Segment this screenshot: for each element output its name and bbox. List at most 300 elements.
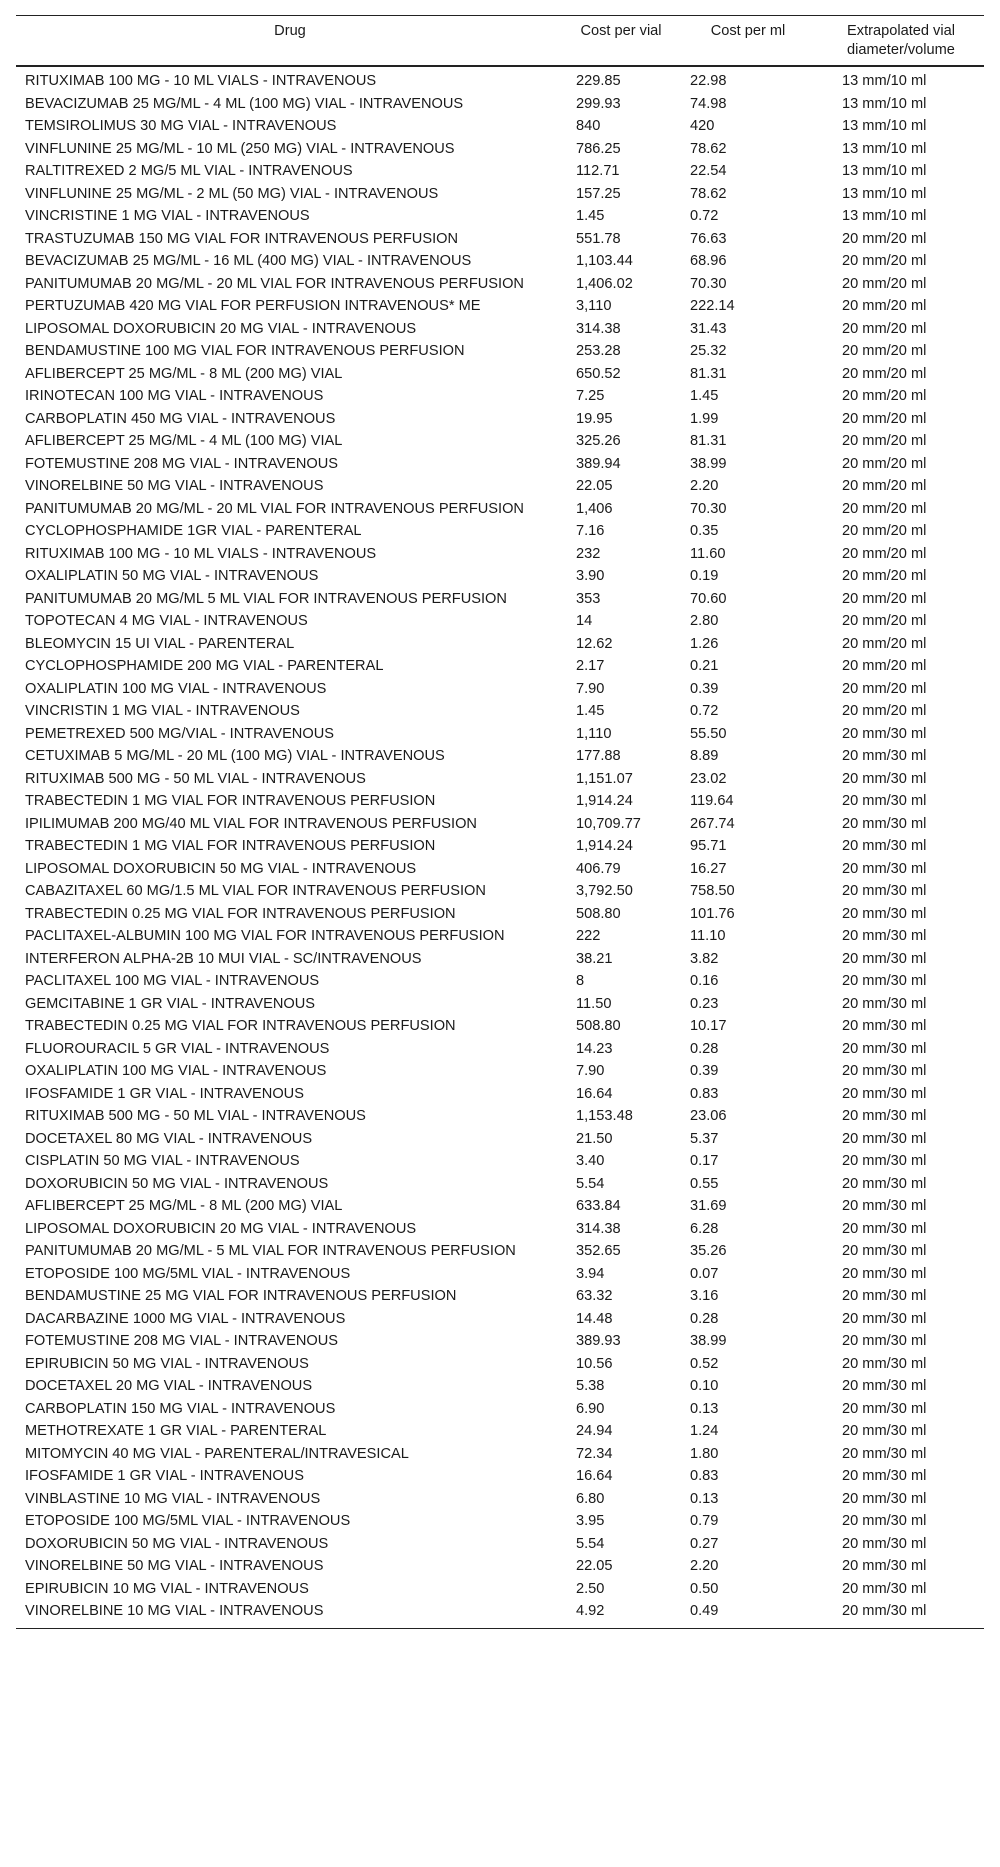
cell-vial-size: 20 mm/20 ml (842, 680, 927, 697)
cell-vial-size: 20 mm/30 ml (842, 1198, 927, 1214)
cell-drug: PANITUMUMAB 20 MG/ML 5 ML VIAL FOR INTRAVENOUS PERFUSION (25, 590, 507, 607)
cell-vial-size: 20 mm/20 ml (842, 253, 927, 269)
cell-cost-per-ml: 2.80 (690, 613, 719, 629)
cell-drug: PACLITAXEL-ALBUMIN 100 MG VIAL FOR INTRAVENOUS PERFUSION (25, 928, 505, 944)
cell-vial-size: 20 mm/30 ml (842, 725, 927, 742)
cell-cost-per-vial: 5.54 (576, 1535, 605, 1552)
cell-cost-per-ml: 76.63 (690, 230, 727, 247)
table-row (16, 385, 984, 408)
cell-vial-size: 20 mm/20 ml (842, 568, 927, 584)
table-row (16, 1375, 984, 1398)
cell-cost-per-vial: 1,153.48 (576, 1108, 633, 1124)
cell-vial-size: 20 mm/30 ml (842, 860, 927, 877)
table-row (16, 993, 984, 1016)
cell-cost-per-ml: 68.96 (690, 253, 727, 269)
cell-cost-per-ml: 31.43 (690, 320, 727, 337)
cell-cost-per-ml: 23.06 (690, 1108, 727, 1124)
cell-cost-per-ml: 0.21 (690, 658, 719, 674)
cell-cost-per-vial: 5.38 (576, 1378, 605, 1394)
table-row (16, 1105, 984, 1128)
table-row (16, 1510, 984, 1533)
cell-vial-size: 20 mm/20 ml (842, 635, 927, 652)
table-row (16, 1128, 984, 1151)
cell-drug: RITUXIMAB 100 MG - 10 ML VIALS - INTRAVENOUS (25, 545, 377, 562)
cell-vial-size: 20 mm/30 ml (842, 1310, 927, 1327)
cell-cost-per-vial: 12.62 (576, 635, 613, 652)
cell-drug: CYCLOPHOSPHAMIDE 1GR VIAL - PARENTERAL (25, 523, 362, 539)
cell-drug: ETOPOSIDE 100 MG/5ML VIAL - INTRAVENOUS (25, 1265, 351, 1282)
table-row (16, 1600, 984, 1628)
cell-cost-per-ml: 0.83 (690, 1468, 719, 1484)
cell-drug: BEVACIZUMAB 25 MG/ML - 16 ML (400 MG) VIAL - INTRAVENOUS (25, 253, 472, 269)
cell-drug: CARBOPLATIN 150 MG VIAL - INTRAVENOUS (25, 1400, 336, 1417)
cell-drug: TRABECTEDIN 1 MG VIAL FOR INTRAVENOUS PERFUSION (25, 793, 436, 809)
cell-cost-per-ml: 0.83 (690, 1085, 719, 1102)
cell-vial-size: 20 mm/20 ml (842, 230, 927, 247)
cell-vial-size: 20 mm/30 ml (842, 1040, 927, 1057)
cell-drug: DOCETAXEL 80 MG VIAL - INTRAVENOUS (25, 1130, 313, 1147)
cell-cost-per-vial: 786.25 (576, 140, 621, 157)
cell-vial-size: 20 mm/20 ml (842, 343, 927, 359)
cell-drug: TEMSIROLIMUS 30 MG VIAL - INTRAVENOUS (25, 118, 337, 134)
cell-cost-per-ml: 2.20 (690, 1558, 719, 1574)
cell-drug: EPIRUBICIN 10 MG VIAL - INTRAVENOUS (25, 1580, 309, 1597)
cell-cost-per-vial: 6.90 (576, 1400, 605, 1417)
cell-drug: AFLIBERCEPT 25 MG/ML - 8 ML (200 MG) VIAL (25, 365, 343, 382)
header-cost-per-ml: Cost per ml (678, 16, 818, 67)
table-row (16, 903, 984, 926)
cell-vial-size: 20 mm/30 ml (842, 1378, 927, 1394)
cell-vial-size: 20 mm/20 ml (842, 658, 927, 674)
cell-cost-per-vial: 3,792.50 (576, 883, 633, 899)
table-row (16, 1533, 984, 1556)
cell-vial-size: 20 mm/30 ml (842, 770, 927, 787)
table-row (16, 1465, 984, 1488)
cell-cost-per-ml: 78.62 (690, 185, 727, 202)
cell-cost-per-vial: 7.90 (576, 1063, 605, 1079)
table-row (16, 318, 984, 341)
cell-drug: VINORELBINE 50 MG VIAL - INTRAVENOUS (25, 1558, 324, 1574)
cell-cost-per-ml: 11.60 (690, 545, 726, 562)
cell-cost-per-vial: 7.90 (576, 680, 605, 697)
cell-cost-per-vial: 112.71 (576, 163, 620, 179)
table-row (16, 610, 984, 633)
cell-vial-size: 20 mm/20 ml (842, 545, 927, 562)
table-row (16, 498, 984, 521)
cell-vial-size: 20 mm/30 ml (842, 905, 927, 922)
cell-cost-per-vial: 5.54 (576, 1175, 605, 1192)
cell-vial-size: 20 mm/30 ml (842, 748, 927, 764)
cell-drug: PANITUMUMAB 20 MG/ML - 20 ML VIAL FOR INTRAVENOUS PERFUSION (25, 275, 524, 292)
cell-cost-per-vial: 840 (576, 118, 601, 134)
cell-cost-per-ml: 1.26 (690, 635, 719, 652)
cell-drug: TRABECTEDIN 0.25 MG VIAL FOR INTRAVENOUS PERFUSION (25, 1018, 456, 1034)
cell-drug: CARBOPLATIN 450 MG VIAL - INTRAVENOUS (25, 410, 336, 427)
cell-cost-per-ml: 25.32 (690, 343, 727, 359)
cell-cost-per-vial: 16.64 (576, 1085, 613, 1102)
table-row (16, 678, 984, 701)
cell-cost-per-ml: 0.16 (690, 973, 719, 989)
table-row (16, 543, 984, 566)
drug-cost-table (16, 15, 984, 1629)
cell-cost-per-vial: 22.05 (576, 1558, 613, 1574)
cell-vial-size: 20 mm/30 ml (842, 1423, 927, 1439)
cell-vial-size: 20 mm/30 ml (842, 1288, 927, 1304)
cell-drug: BENDAMUSTINE 25 MG VIAL FOR INTRAVENOUS PERFUSION (25, 1288, 457, 1304)
cell-cost-per-ml: 0.28 (690, 1310, 719, 1327)
cell-vial-size: 20 mm/30 ml (842, 928, 927, 944)
cell-vial-size: 13 mm/10 ml (842, 185, 927, 202)
cell-cost-per-ml: 3.16 (690, 1288, 719, 1304)
cell-drug: DACARBAZINE 1000 MG VIAL - INTRAVENOUS (25, 1310, 346, 1327)
cell-cost-per-ml: 1.80 (690, 1445, 719, 1462)
cell-drug: CYCLOPHOSPHAMIDE 200 MG VIAL - PARENTERAL (25, 658, 384, 674)
cell-vial-size: 20 mm/20 ml (842, 500, 927, 517)
cell-cost-per-ml: 55.50 (690, 725, 727, 742)
cell-cost-per-ml: 0.39 (690, 680, 719, 697)
cell-drug: DOXORUBICIN 50 MG VIAL - INTRAVENOUS (25, 1535, 329, 1552)
cell-cost-per-vial: 352.65 (576, 1243, 621, 1259)
cell-cost-per-ml: 0.17 (690, 1153, 719, 1169)
table-row (16, 768, 984, 791)
table-row (16, 363, 984, 386)
cell-vial-size: 20 mm/30 ml (842, 1558, 927, 1574)
table-row (16, 1015, 984, 1038)
cell-cost-per-ml: 0.52 (690, 1355, 719, 1372)
cell-cost-per-ml: 5.37 (690, 1130, 719, 1147)
table-row (16, 1398, 984, 1421)
cell-cost-per-vial: 1,914.24 (576, 793, 633, 809)
cell-drug: IFOSFAMIDE 1 GR VIAL - INTRAVENOUS (25, 1085, 304, 1102)
cell-cost-per-vial: 7.25 (576, 388, 605, 404)
cell-cost-per-ml: 6.28 (690, 1220, 719, 1237)
cell-drug: CISPLATIN 50 MG VIAL - INTRAVENOUS (25, 1153, 300, 1169)
table-row (16, 790, 984, 813)
table-row (16, 948, 984, 971)
cell-cost-per-ml: 0.79 (690, 1513, 719, 1529)
cell-cost-per-ml: 81.31 (690, 433, 727, 449)
cell-vial-size: 20 mm/30 ml (842, 1490, 927, 1507)
cell-cost-per-vial: 253.28 (576, 343, 621, 359)
cell-cost-per-ml: 38.99 (690, 1333, 727, 1349)
cell-cost-per-ml: 0.39 (690, 1063, 719, 1079)
table-row (16, 588, 984, 611)
cell-vial-size: 20 mm/30 ml (842, 1243, 927, 1259)
cell-vial-size: 20 mm/30 ml (842, 838, 927, 854)
cell-vial-size: 20 mm/30 ml (842, 1063, 927, 1079)
cell-cost-per-vial: 2.50 (576, 1580, 605, 1597)
cell-cost-per-vial: 6.80 (576, 1490, 605, 1507)
cell-drug: DOCETAXEL 20 MG VIAL - INTRAVENOUS (25, 1378, 313, 1394)
cell-cost-per-ml: 22.54 (690, 163, 727, 179)
cell-cost-per-ml: 0.55 (690, 1175, 719, 1192)
table-row (16, 93, 984, 116)
cell-cost-per-vial: 7.16 (576, 523, 605, 539)
cell-vial-size: 20 mm/30 ml (842, 793, 927, 809)
table-row (16, 138, 984, 161)
cell-cost-per-vial: 325.26 (576, 433, 621, 449)
cell-cost-per-ml: 101.76 (690, 905, 735, 922)
cell-drug: TOPOTECAN 4 MG VIAL - INTRAVENOUS (25, 613, 308, 629)
cell-vial-size: 20 mm/30 ml (842, 1535, 927, 1552)
cell-cost-per-vial: 232 (576, 545, 601, 562)
cell-drug: CETUXIMAB 5 MG/ML - 20 ML (100 MG) VIAL - INTRAVENOUS (25, 748, 445, 764)
cell-cost-per-vial: 551.78 (576, 230, 621, 247)
cell-vial-size: 20 mm/30 ml (842, 1468, 927, 1484)
table-row (16, 183, 984, 206)
table-row (16, 295, 984, 318)
cell-cost-per-vial: 353 (576, 590, 601, 607)
cell-cost-per-ml: 0.23 (690, 995, 719, 1012)
cell-vial-size: 20 mm/30 ml (842, 1333, 927, 1349)
table-row (16, 1218, 984, 1241)
cell-drug: LIPOSOMAL DOXORUBICIN 20 MG VIAL - INTRAVENOUS (25, 320, 417, 337)
cell-vial-size: 13 mm/10 ml (842, 118, 927, 134)
table-row (16, 520, 984, 543)
cell-cost-per-ml: 8.89 (690, 748, 719, 764)
cell-cost-per-ml: 74.98 (690, 95, 727, 112)
table-row (16, 1353, 984, 1376)
cell-drug: BEVACIZUMAB 25 MG/ML - 4 ML (100 MG) VIAL - INTRAVENOUS (25, 95, 464, 112)
cell-vial-size: 20 mm/30 ml (842, 1153, 927, 1169)
cell-cost-per-vial: 299.93 (576, 95, 621, 112)
cell-cost-per-vial: 3.90 (576, 568, 605, 584)
cell-cost-per-ml: 0.27 (690, 1535, 719, 1552)
cell-cost-per-ml: 267.74 (690, 815, 735, 832)
cell-cost-per-ml: 0.10 (690, 1378, 719, 1394)
cell-drug: IFOSFAMIDE 1 GR VIAL - INTRAVENOUS (25, 1468, 304, 1484)
cell-cost-per-vial: 3,110 (576, 298, 612, 314)
cell-cost-per-ml: 38.99 (690, 455, 727, 472)
cell-cost-per-ml: 1.45 (690, 388, 719, 404)
cell-cost-per-vial: 2.17 (576, 658, 605, 674)
cell-drug: LIPOSOMAL DOXORUBICIN 20 MG VIAL - INTRAVENOUS (25, 1220, 417, 1237)
table-row (16, 813, 984, 836)
cell-drug: EPIRUBICIN 50 MG VIAL - INTRAVENOUS (25, 1355, 309, 1372)
table-row (16, 925, 984, 948)
cell-vial-size: 13 mm/10 ml (842, 95, 927, 112)
cell-drug: TRABECTEDIN 0.25 MG VIAL FOR INTRAVENOUS PERFUSION (25, 905, 456, 922)
table-row (16, 1308, 984, 1331)
cell-cost-per-ml: 70.30 (690, 500, 727, 517)
cell-drug: VINFLUNINE 25 MG/ML - 2 ML (50 MG) VIAL - INTRAVENOUS (25, 185, 439, 202)
table-row (16, 160, 984, 183)
table-row (16, 1263, 984, 1286)
cell-drug: LIPOSOMAL DOXORUBICIN 50 MG VIAL - INTRAVENOUS (25, 860, 417, 877)
cell-cost-per-vial: 24.94 (576, 1423, 613, 1439)
cell-vial-size: 20 mm/30 ml (842, 1018, 927, 1034)
cell-drug: FOTEMUSTINE 208 MG VIAL - INTRAVENOUS (25, 1333, 339, 1349)
table-row (16, 228, 984, 251)
cell-cost-per-ml: 119.64 (690, 793, 734, 809)
cell-vial-size: 20 mm/20 ml (842, 703, 927, 719)
cell-vial-size: 20 mm/20 ml (842, 613, 927, 629)
table-row (16, 475, 984, 498)
table-row (16, 273, 984, 296)
cell-vial-size: 20 mm/30 ml (842, 950, 927, 967)
table-row (16, 835, 984, 858)
cell-cost-per-vial: 3.40 (576, 1153, 605, 1169)
cell-vial-size: 20 mm/30 ml (842, 815, 927, 832)
cell-cost-per-ml: 23.02 (690, 770, 727, 787)
cell-cost-per-ml: 0.72 (690, 208, 719, 224)
cell-vial-size: 20 mm/20 ml (842, 523, 927, 539)
cell-cost-per-vial: 72.34 (576, 1445, 613, 1462)
cell-drug: AFLIBERCEPT 25 MG/ML - 8 ML (200 MG) VIAL (25, 1198, 343, 1214)
table-row (16, 1195, 984, 1218)
cell-vial-size: 20 mm/20 ml (842, 590, 927, 607)
table-row (16, 1443, 984, 1466)
cell-vial-size: 20 mm/30 ml (842, 1130, 927, 1147)
table-row (16, 250, 984, 273)
cell-cost-per-ml: 420 (690, 118, 715, 134)
cell-cost-per-vial: 63.32 (576, 1288, 613, 1304)
table-row (16, 205, 984, 228)
cell-drug: GEMCITABINE 1 GR VIAL - INTRAVENOUS (25, 995, 316, 1012)
cell-drug: OXALIPLATIN 100 MG VIAL - INTRAVENOUS (25, 680, 327, 697)
table-row (16, 430, 984, 453)
cell-cost-per-ml: 758.50 (690, 883, 735, 899)
cell-cost-per-ml: 0.28 (690, 1040, 719, 1057)
cell-vial-size: 20 mm/20 ml (842, 275, 927, 292)
table-row (16, 633, 984, 656)
cell-cost-per-vial: 157.25 (576, 185, 621, 202)
cell-drug: TRASTUZUMAB 150 MG VIAL FOR INTRAVENOUS PERFUSION (25, 230, 459, 247)
cell-vial-size: 20 mm/30 ml (842, 1220, 927, 1237)
cell-cost-per-vial: 508.80 (576, 905, 621, 922)
cell-vial-size: 20 mm/30 ml (842, 883, 927, 899)
cell-drug: FOTEMUSTINE 208 MG VIAL - INTRAVENOUS (25, 455, 339, 472)
cell-drug: DOXORUBICIN 50 MG VIAL - INTRAVENOUS (25, 1175, 329, 1192)
header-drug: Drug (16, 16, 564, 67)
cell-drug: VINORELBINE 50 MG VIAL - INTRAVENOUS (25, 478, 324, 494)
table-row (16, 408, 984, 431)
cell-vial-size: 20 mm/30 ml (842, 1265, 927, 1282)
cell-cost-per-vial: 1,151.07 (576, 770, 633, 787)
table-row (16, 723, 984, 746)
cell-drug: RITUXIMAB 500 MG - 50 ML VIAL - INTRAVENOUS (25, 1108, 366, 1124)
cell-cost-per-ml: 78.62 (690, 140, 727, 157)
cell-cost-per-vial: 11.50 (576, 995, 612, 1012)
cell-cost-per-vial: 19.95 (576, 410, 613, 427)
cell-cost-per-vial: 1.45 (576, 208, 605, 224)
table-body (16, 66, 984, 1628)
cell-cost-per-vial: 389.93 (576, 1333, 621, 1349)
cell-drug: RALTITREXED 2 MG/5 ML VIAL - INTRAVENOUS (25, 163, 353, 179)
cell-cost-per-ml: 35.26 (690, 1243, 727, 1259)
cell-cost-per-ml: 1.24 (690, 1423, 719, 1439)
table-row (16, 1285, 984, 1308)
cell-cost-per-ml: 16.27 (690, 860, 727, 877)
table-row (16, 880, 984, 903)
cell-cost-per-vial: 1,103.44 (576, 253, 633, 269)
cell-cost-per-ml: 2.20 (690, 478, 719, 494)
table-row (16, 1083, 984, 1106)
cell-cost-per-ml: 81.31 (690, 365, 727, 382)
cell-vial-size: 20 mm/30 ml (842, 1085, 927, 1102)
cell-drug: OXALIPLATIN 50 MG VIAL - INTRAVENOUS (25, 568, 319, 584)
cell-cost-per-ml: 0.13 (690, 1490, 719, 1507)
cell-drug: PANITUMUMAB 20 MG/ML - 5 ML VIAL FOR INTRAVENOUS PERFUSION (25, 1243, 516, 1259)
cell-vial-size: 20 mm/30 ml (842, 973, 927, 989)
cell-cost-per-ml: 10.17 (690, 1018, 727, 1034)
cell-cost-per-ml: 70.30 (690, 275, 727, 292)
table-row (16, 1578, 984, 1601)
cell-vial-size: 20 mm/20 ml (842, 478, 927, 494)
cell-vial-size: 20 mm/30 ml (842, 1355, 927, 1372)
cell-cost-per-vial: 633.84 (576, 1198, 621, 1214)
cell-cost-per-ml: 95.71 (690, 838, 727, 854)
header-vial-diameter-volume: Extrapolated vial diameter/volume (818, 16, 984, 67)
cell-cost-per-vial: 508.80 (576, 1018, 621, 1034)
cell-vial-size: 20 mm/30 ml (842, 1175, 927, 1192)
cell-cost-per-vial: 314.38 (576, 1220, 621, 1237)
cell-cost-per-vial: 8 (576, 973, 585, 989)
table-row (16, 858, 984, 881)
table-row (16, 1330, 984, 1353)
header-row (16, 16, 984, 67)
cell-vial-size: 20 mm/20 ml (842, 298, 927, 314)
cell-drug: MITOMYCIN 40 MG VIAL - PARENTERAL/INTRAVESICAL (25, 1445, 409, 1462)
cell-drug: PACLITAXEL 100 MG VIAL - INTRAVENOUS (25, 973, 320, 989)
cell-drug: VINCRISTIN 1 MG VIAL - INTRAVENOUS (25, 703, 300, 719)
cell-drug: VINFLUNINE 25 MG/ML - 10 ML (250 MG) VIAL - INTRAVENOUS (25, 140, 455, 157)
cell-vial-size: 20 mm/30 ml (842, 1445, 927, 1462)
cell-cost-per-vial: 314.38 (576, 320, 621, 337)
cell-vial-size: 20 mm/20 ml (842, 455, 927, 472)
table-row (16, 745, 984, 768)
cell-cost-per-vial: 10.56 (576, 1355, 613, 1372)
cell-cost-per-vial: 222 (576, 928, 601, 944)
cell-cost-per-ml: 3.82 (690, 950, 719, 967)
cell-drug: ETOPOSIDE 100 MG/5ML VIAL - INTRAVENOUS (25, 1513, 351, 1529)
cell-drug: BENDAMUSTINE 100 MG VIAL FOR INTRAVENOUS PERFUSION (25, 343, 465, 359)
cell-cost-per-ml: 11.10 (690, 928, 726, 944)
cell-vial-size: 20 mm/30 ml (842, 1400, 927, 1417)
table-row (16, 970, 984, 993)
table-row (16, 1060, 984, 1083)
cell-drug: VINBLASTINE 10 MG VIAL - INTRAVENOUS (25, 1490, 321, 1507)
cell-cost-per-ml: 0.50 (690, 1580, 719, 1597)
cell-cost-per-vial: 406.79 (576, 860, 621, 877)
cell-vial-size: 13 mm/10 ml (842, 208, 927, 224)
table-row (16, 655, 984, 678)
cell-cost-per-vial: 1,406 (576, 500, 613, 517)
cell-drug: FLUOROURACIL 5 GR VIAL - INTRAVENOUS (25, 1040, 330, 1057)
cell-cost-per-vial: 10,709.77 (576, 815, 641, 832)
table-row (16, 1150, 984, 1173)
table-row (16, 700, 984, 723)
cell-vial-size: 20 mm/20 ml (842, 365, 927, 382)
cell-cost-per-vial: 3.94 (576, 1265, 605, 1282)
cell-vial-size: 20 mm/20 ml (842, 320, 927, 337)
table-row (16, 1038, 984, 1061)
cell-vial-size: 20 mm/20 ml (842, 433, 927, 449)
cell-cost-per-ml: 0.35 (690, 523, 719, 539)
cell-cost-per-vial: 177.88 (576, 748, 621, 764)
cell-cost-per-vial: 14.23 (576, 1040, 613, 1057)
cell-drug: PEMETREXED 500 MG/VIAL - INTRAVENOUS (25, 725, 334, 742)
cell-vial-size: 13 mm/10 ml (842, 73, 927, 89)
table-row (16, 340, 984, 363)
cell-cost-per-vial: 1,406.02 (576, 275, 633, 292)
table-row (16, 1173, 984, 1196)
cell-drug: AFLIBERCEPT 25 MG/ML - 4 ML (100 MG) VIAL (25, 433, 343, 449)
cell-cost-per-ml: 0.72 (690, 703, 719, 719)
cell-drug: VINCRISTINE 1 MG VIAL - INTRAVENOUS (25, 208, 310, 224)
header-cost-per-vial: Cost per vial (564, 16, 678, 67)
cell-cost-per-vial: 3.95 (576, 1513, 605, 1529)
